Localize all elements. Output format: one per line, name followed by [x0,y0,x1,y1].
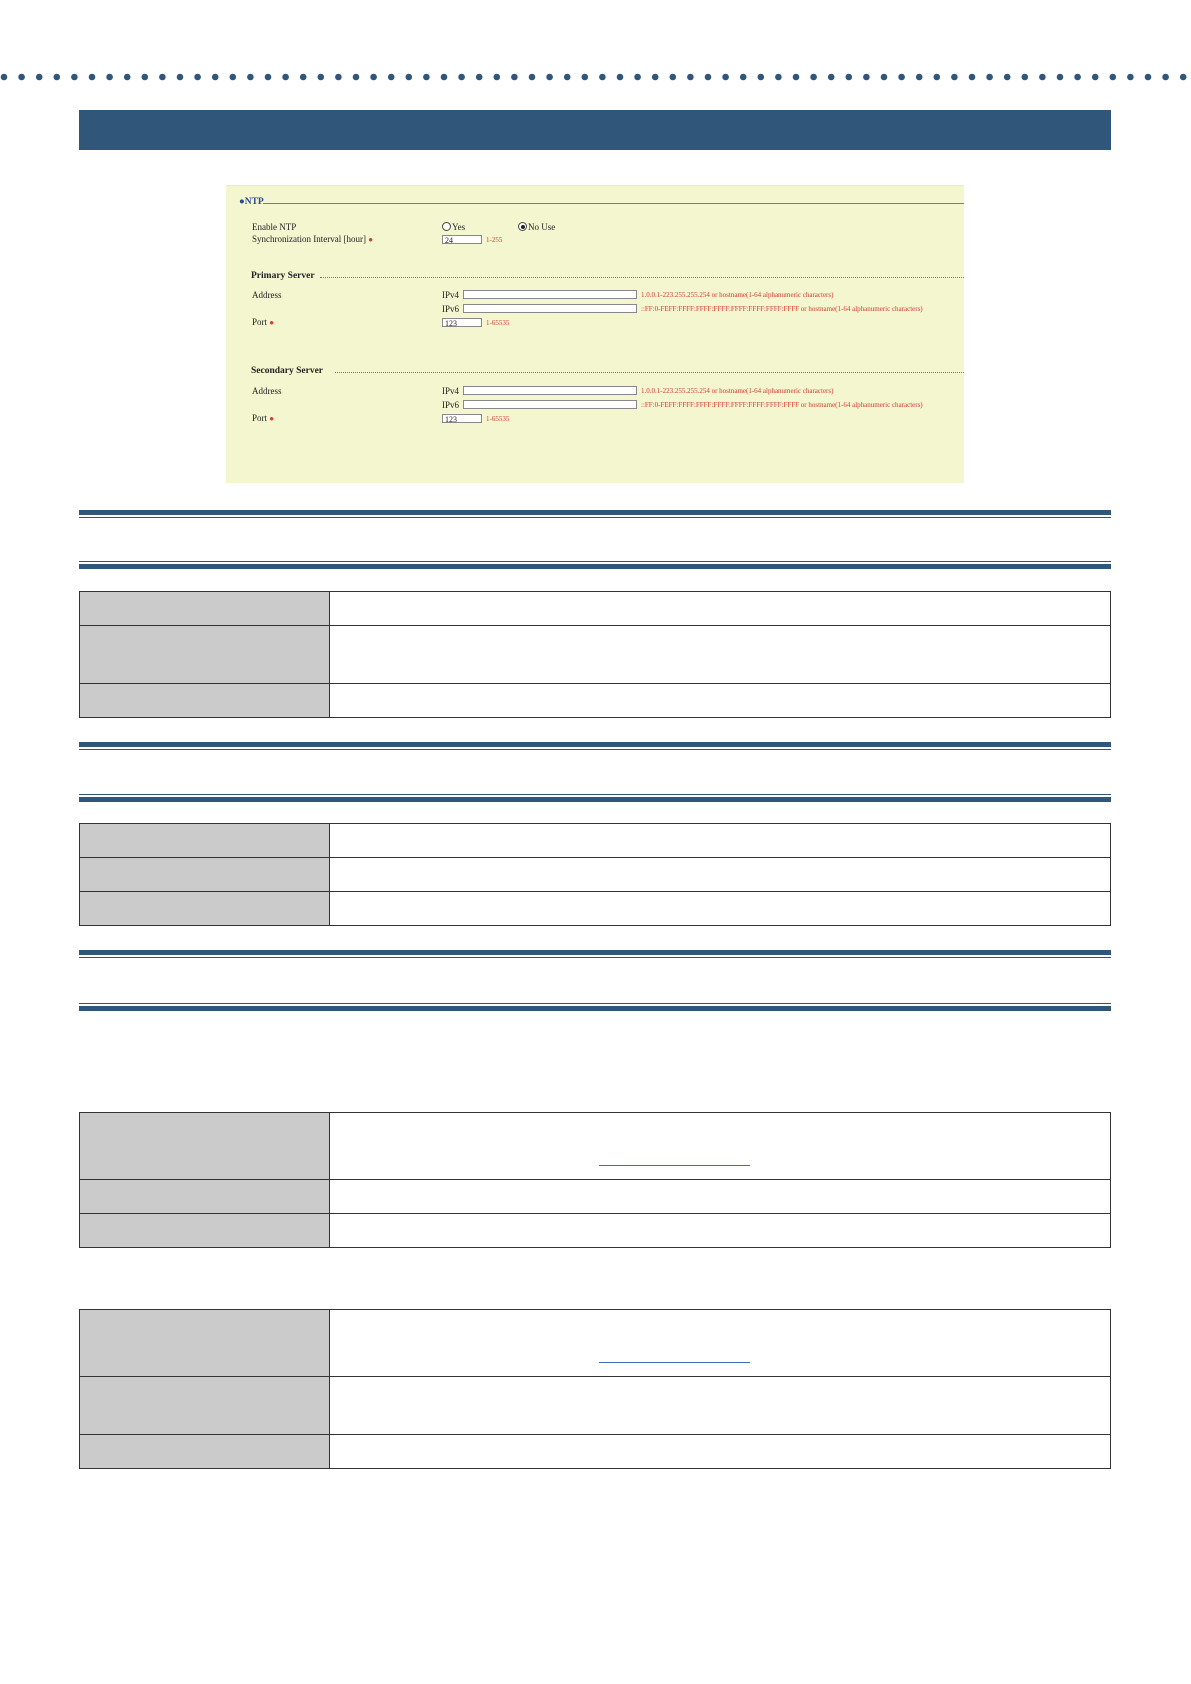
primary-ipv6-label: IPv6 [442,304,460,314]
border-dot [1092,74,1099,81]
border-dot [617,74,624,81]
ntp-section-divider [263,203,964,204]
border-dot [335,74,342,81]
primary-ipv6-hint: ::FF:0-FEFF:FFFF:FFFF:FFFF:FFFF:FFFF:FFFF:FFFF or hostname(1-64 alphanumeric characters) [641,305,923,313]
table-row [80,1214,1111,1248]
reference-link-underline[interactable] [599,1362,750,1363]
table-key-cell [80,1113,330,1180]
border-dot [652,74,659,81]
border-dot [969,74,976,81]
table-key-cell [80,684,330,718]
border-dot [881,74,888,81]
border-dot [529,74,536,81]
secondary-ipv6-input[interactable] [463,400,637,409]
primary-ipv6-input[interactable] [463,304,637,313]
border-dot [494,74,501,81]
table-value-cell [330,1214,1111,1248]
border-dot [546,74,553,81]
table-key-cell [80,892,330,926]
border-dot [230,74,237,81]
border-dot [353,74,360,81]
table-row [80,824,1111,858]
border-dot [441,74,448,81]
border-dot [124,74,131,81]
border-dot [670,74,677,81]
section-1-heading-rule-bottom [79,561,1111,569]
border-dot [18,74,25,81]
border-dot [476,74,483,81]
border-dot [106,74,113,81]
table-key-cell [80,1377,330,1435]
table-row [80,1435,1111,1469]
primary-ipv4-hint: 1.0.0.1-223.255.255.254 or hostname(1-64 alphanumeric characters) [641,291,834,299]
border-dot [1162,74,1169,81]
border-dot [828,74,835,81]
border-dot [775,74,782,81]
secondary-ipv4-label: IPv4 [442,386,460,396]
table-row [80,684,1111,718]
table-key-cell [80,1180,330,1214]
section-2-heading-rule-top [79,742,1111,750]
border-dot [758,74,765,81]
sync-interval-label: Synchronization Interval [hour] ● [252,234,374,244]
table-row [80,1310,1111,1377]
secondary-ipv6-hint: ::FF:0-FEFF:FFFF:FFFF:FFFF:FFFF:FFFF:FFFF:FFFF or hostname(1-64 alphanumeric characters) [641,401,923,409]
secondary-server-divider [335,372,964,373]
secondary-address-label: Address [252,386,282,396]
border-dot [810,74,817,81]
secondary-port-hint: 1-65535 [486,415,510,423]
table-key-cell [80,626,330,684]
section-3-heading-rule-top [79,950,1111,958]
section-1-table [79,591,1111,718]
border-dot [1180,74,1187,81]
border-dot [582,74,589,81]
primary-port-label: Port ● [252,317,275,327]
table-key-cell [80,1310,330,1377]
border-dot [194,74,201,81]
radio-no-use-icon[interactable] [518,222,527,231]
required-mark: ● [368,235,374,244]
table-value-cell [330,824,1111,858]
border-dot [212,74,219,81]
primary-server-title: Primary Server [251,271,315,281]
border-dot [247,74,254,81]
border-dot [265,74,272,81]
border-dot [740,74,747,81]
border-dot [388,74,395,81]
reference-link-underline[interactable] [599,1165,750,1166]
section-3-table-a [79,1112,1111,1248]
ntp-settings-panel [226,185,964,483]
sync-interval-hint: 1-255 [486,236,503,244]
section-3-heading-rule-bottom [79,1003,1111,1011]
border-dot [177,74,184,81]
sync-interval-input[interactable]: 24 [442,235,482,244]
enable-ntp-no-use-option[interactable]: No Use [518,222,555,232]
table-value-cell [330,592,1111,626]
border-dot [370,74,377,81]
enable-ntp-yes-option[interactable]: Yes [442,222,465,232]
border-dot [1057,74,1064,81]
border-dot [142,74,149,81]
primary-address-label: Address [252,290,282,300]
border-dot [986,74,993,81]
border-dot [722,74,729,81]
table-row [80,1180,1111,1214]
table-row [80,1377,1111,1435]
secondary-ipv6-label: IPv6 [442,400,460,410]
border-dot [599,74,606,81]
border-dot [71,74,78,81]
table-value-cell [330,858,1111,892]
border-dot [687,74,694,81]
border-dot [318,74,325,81]
secondary-port-input[interactable]: 123 [442,414,482,423]
secondary-ipv4-hint: 1.0.0.1-223.255.255.254 or hostname(1-64 alphanumeric characters) [641,387,834,395]
table-row [80,592,1111,626]
table-value-cell [330,626,1111,684]
table-value-cell [330,892,1111,926]
table-key-cell [80,1435,330,1469]
border-dot [916,74,923,81]
border-dot [1039,74,1046,81]
border-dot [1022,74,1029,81]
border-dot [159,74,166,81]
table-value-cell [330,1310,1111,1377]
border-dot [511,74,518,81]
primary-port-hint: 1-65535 [486,319,510,327]
table-row [80,1113,1111,1180]
radio-yes-icon[interactable] [442,222,451,231]
table-key-cell [80,592,330,626]
border-dot [898,74,905,81]
primary-ipv4-label: IPv4 [442,290,460,300]
primary-port-input[interactable]: 123 [442,318,482,327]
border-dot [1127,74,1134,81]
border-dot [1004,74,1011,81]
required-mark: ● [269,318,275,327]
border-dot [934,74,941,81]
border-dot [54,74,61,81]
table-key-cell [80,858,330,892]
border-dot [89,74,96,81]
table-row [80,892,1111,926]
table-value-cell [330,1113,1111,1180]
border-dot [564,74,571,81]
border-dot [793,74,800,81]
border-dot [458,74,465,81]
title-bar [79,110,1111,150]
ntp-section-title: ●NTP [239,197,264,207]
border-dot [1110,74,1117,81]
enable-ntp-label: Enable NTP [252,222,297,232]
border-dot [36,74,43,81]
secondary-ipv4-input[interactable] [463,386,637,395]
table-row [80,626,1111,684]
border-dot [705,74,712,81]
border-dot [1,74,8,81]
border-dot [282,74,289,81]
section-3-table-b [79,1309,1111,1469]
border-dot [634,74,641,81]
border-dot [863,74,870,81]
border-dot [300,74,307,81]
table-value-cell [330,1180,1111,1214]
border-dot [846,74,853,81]
border-dot [423,74,430,81]
table-value-cell [330,1377,1111,1435]
table-value-cell [330,1435,1111,1469]
primary-ipv4-input[interactable] [463,290,637,299]
table-key-cell [80,824,330,858]
table-value-cell [330,684,1111,718]
secondary-server-title: Secondary Server [251,366,324,376]
table-key-cell [80,1214,330,1248]
border-dot [1145,74,1152,81]
border-dot [1074,74,1081,81]
secondary-port-label: Port ● [252,413,275,423]
primary-server-divider [320,277,964,278]
required-mark: ● [269,414,275,423]
section-2-table [79,823,1111,926]
border-dot [406,74,413,81]
dotted-border [0,72,1191,82]
section-1-heading-rule-top [79,510,1111,518]
section-2-heading-rule-bottom [79,794,1111,802]
border-dot [951,74,958,81]
table-row [80,858,1111,892]
